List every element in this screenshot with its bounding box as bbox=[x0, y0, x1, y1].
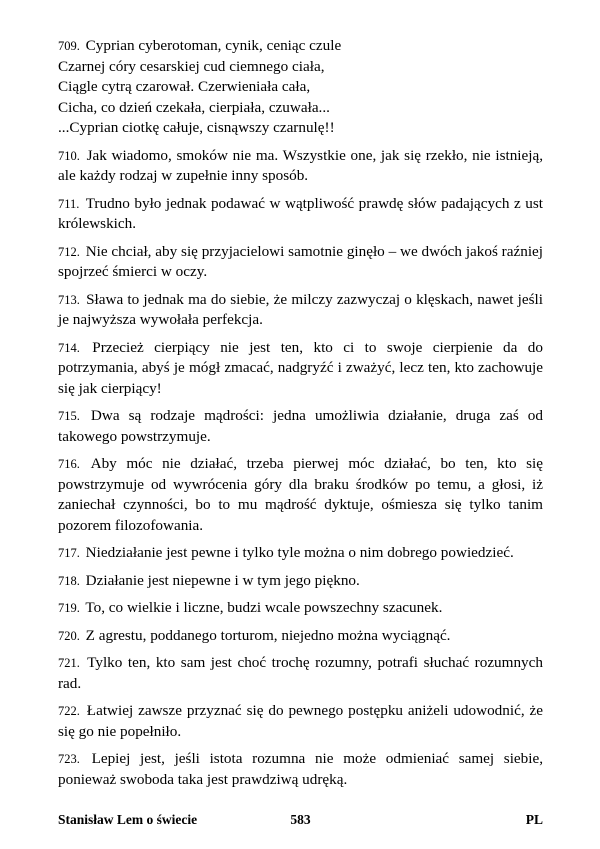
entry-number: 710. bbox=[58, 148, 80, 163]
poem-line: Czarnej córy cesarskiej cud ciemnego ciała, bbox=[58, 57, 325, 75]
poem-line: Ciągle cytrą czarował. Czerwieniała cała, bbox=[58, 78, 311, 95]
aphorism-entry bbox=[58, 406, 543, 447]
aphorism-entry bbox=[58, 598, 543, 619]
entry-text: To, co wielkie i liczne, budzi wcale powszechny szacunek. bbox=[85, 599, 443, 616]
aphorism-entry bbox=[58, 194, 543, 235]
entry-number: 718. bbox=[58, 573, 80, 588]
entry-text: Trudno było jednak podawać w wątpliwość prawdę słów padających z ust królewskich. bbox=[58, 194, 543, 232]
entry-text: Łatwiej zawsze przyznać się do pewnego postępku aniżeli udowodnić, że się go nie popełniło. bbox=[58, 702, 544, 740]
aphorism-entry bbox=[58, 543, 543, 564]
entry-text: Jak wiadomo, smoków nie ma. Wszystkie one, jak się rzekło, nie istnieją, ale każdy rodzaj w zupełnie inny sposób. bbox=[58, 146, 544, 184]
entry-text: Niedziałanie jest pewne i tylko tyle można o nim dobrego powiedzieć. bbox=[85, 544, 514, 561]
poem-line-text: Cyprian cyberotoman, cynik, ceniąc czule bbox=[85, 37, 342, 54]
entry-text: Aby móc nie działać, trzeba pierwej móc działać, bo ten, kto się powstrzymuje od wywrócenia góry dla braku środków po temu, a głosi, iż zaniechał czynności, bo to mu mądrość dyktuje, ośmiesza się tylko tanim pozorem filozofowania. bbox=[58, 455, 543, 534]
poem-line: ...Cyprian ciotkę całuje, cisnąwszy czarnulę!! bbox=[58, 119, 335, 136]
aphorism-entry bbox=[58, 454, 543, 536]
entry-number: 712. bbox=[58, 244, 80, 259]
entry-number: 720. bbox=[58, 628, 80, 643]
poem-line: Cicha, co dzień czekała, cierpiała, czuwała... bbox=[58, 98, 330, 116]
entry-number: 715. bbox=[58, 409, 80, 423]
entry-number: 709. bbox=[58, 39, 80, 53]
entry-text: Z agrestu, poddanego torturom, niejedno można wyciągnąć. bbox=[85, 626, 451, 644]
entry-number: 714. bbox=[58, 340, 80, 355]
aphorism-entry bbox=[58, 749, 543, 790]
aphorism-entry bbox=[58, 626, 543, 647]
page-footer bbox=[58, 812, 543, 834]
aphorism-entry bbox=[58, 242, 543, 283]
aphorism-entry bbox=[58, 290, 543, 331]
entry-text: Nie chciał, aby się przyjacielowi samotnie ginęło – we dwóch jakoś raźniej spojrzeć śmierci w oczy. bbox=[58, 242, 543, 280]
aphorism-entry bbox=[58, 338, 543, 400]
aphorism-entry bbox=[58, 653, 543, 694]
entry-number: 719. bbox=[58, 601, 80, 615]
entry-number: 722. bbox=[58, 704, 80, 718]
entry-text: Dwa są rodzaje mądrości: jedna umożliwia działanie, druga zaś od takowego powstrzymuje. bbox=[58, 407, 543, 445]
entry-number: 723. bbox=[58, 752, 80, 766]
aphorism-entry bbox=[58, 146, 543, 187]
entry-number: 711. bbox=[58, 196, 80, 211]
entry-number: 721. bbox=[58, 656, 80, 670]
footer-book-title: Stanisław Lem o świecie bbox=[58, 812, 198, 827]
entry-text: Działanie jest niepewne i w tym jego piękno. bbox=[85, 571, 360, 589]
aphorism-entry bbox=[58, 701, 543, 742]
aphorism-entry bbox=[58, 571, 543, 592]
entry-number: 717. bbox=[58, 546, 80, 560]
entry-text: Przecież cierpiący nie jest ten, kto ci to swoje cierpienie da do potrzymania, abyś je mógł zmacać, nadgryźć i zważyć, lecz ten, kto zachowuje się jak cierpiący! bbox=[58, 338, 543, 397]
poem-entry-709 bbox=[58, 36, 543, 139]
footer-language: PL bbox=[525, 812, 543, 827]
page-number: 583 bbox=[290, 812, 311, 827]
page-content bbox=[58, 36, 543, 797]
entry-number: 716. bbox=[58, 457, 80, 471]
entry-number: 713. bbox=[58, 292, 80, 307]
poem-line bbox=[58, 36, 543, 57]
entry-text: Sława to jednak ma do siebie, że milczy zazwyczaj o klęskach, nawet jeśli je najwyższa wywołała perfekcja. bbox=[58, 290, 543, 328]
entry-text: Lepiej jest, jeśli istota rozumna nie może odmieniać samej siebie, ponieważ swoboda taka jest prawdziwą udręką. bbox=[58, 750, 544, 788]
entry-text: Tylko ten, kto sam jest choć trochę rozumny, potrafi słuchać rozumnych rad. bbox=[58, 654, 543, 692]
